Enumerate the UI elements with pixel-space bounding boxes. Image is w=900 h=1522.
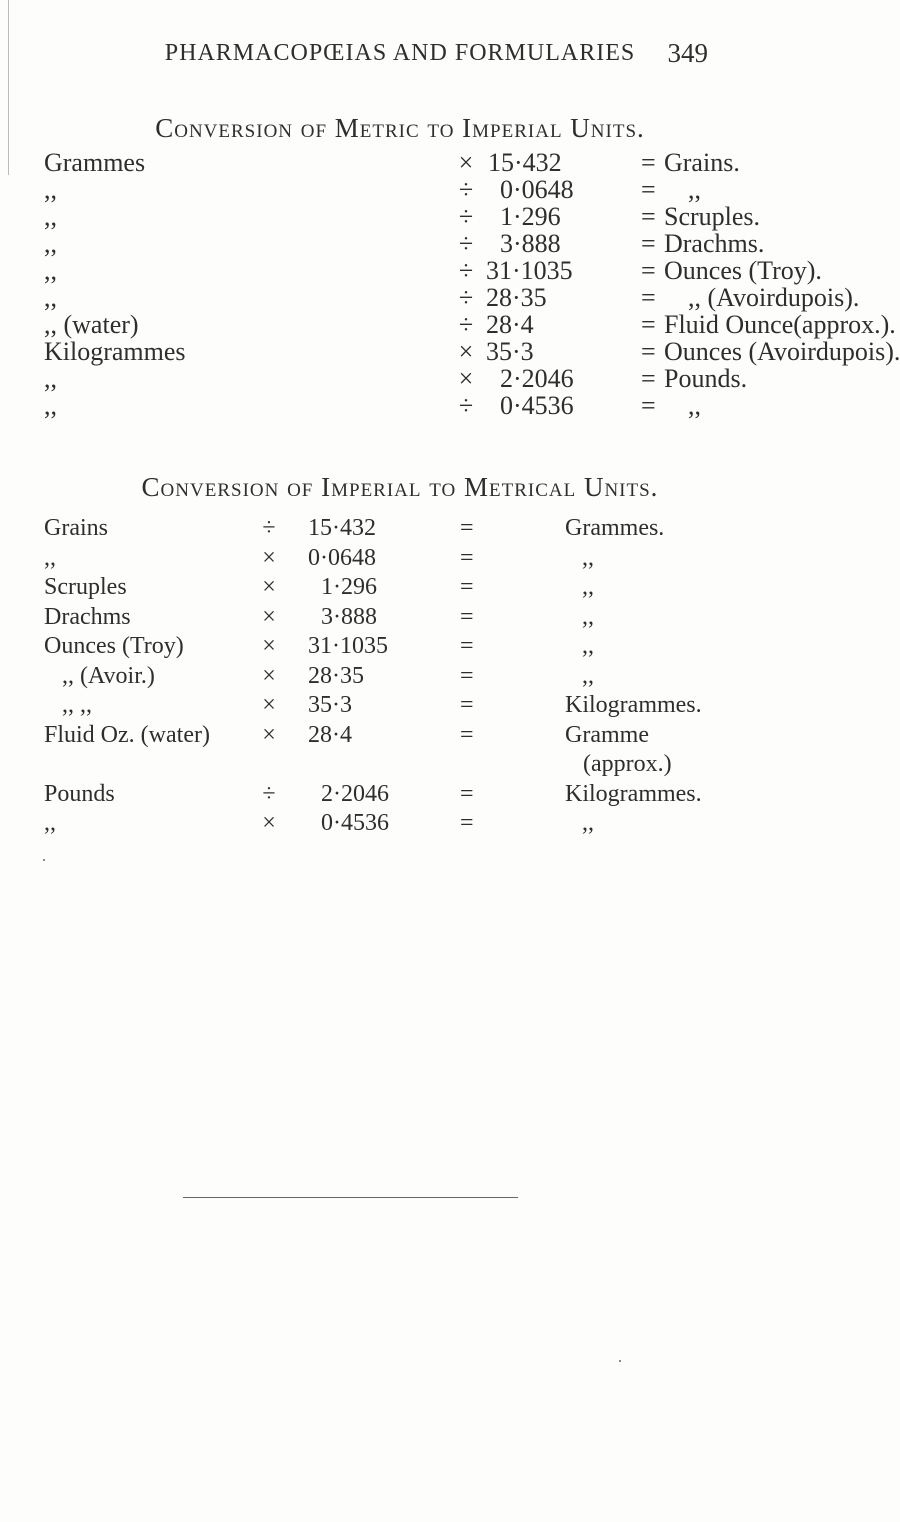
- unit-cell: ,,: [44, 256, 57, 285]
- unit-cell: Grains: [44, 515, 108, 541]
- operator-cell: ×: [262, 692, 276, 718]
- factor-cell: 28·4: [308, 721, 352, 748]
- equals-cell: =: [460, 603, 474, 630]
- table-row: [0, 283, 860, 312]
- equals-cell: =: [460, 515, 474, 541]
- equals-cell: =: [460, 721, 474, 748]
- equals-cell: =: [641, 283, 656, 312]
- equals-cell: =: [641, 148, 656, 177]
- equals-cell: =: [641, 364, 656, 393]
- unit-cell: ,, (water): [44, 310, 139, 339]
- equals-cell: =: [641, 202, 656, 231]
- unit-cell: ,,: [44, 229, 57, 258]
- table-row: [0, 202, 800, 229]
- result-cell: Ounces (Troy).: [664, 256, 822, 285]
- print-speck: [619, 1360, 621, 1362]
- equals-cell: =: [641, 175, 656, 204]
- table-row: [0, 633, 800, 663]
- table-row: [0, 256, 822, 285]
- table-row: [0, 781, 800, 811]
- factor-cell: 0·0648: [500, 175, 574, 204]
- table-row: [0, 337, 900, 366]
- operator-cell: ×: [262, 603, 276, 630]
- equals-cell: =: [641, 256, 656, 285]
- table-row: [0, 810, 800, 840]
- operator-cell: ÷: [458, 175, 474, 204]
- result-cell: Scruples.: [664, 202, 761, 231]
- operator-cell: ÷: [458, 229, 474, 258]
- unit-cell: ,, (Avoir.): [62, 662, 155, 689]
- result-cell: ,,: [582, 662, 594, 689]
- unit-cell: ,,: [44, 175, 57, 204]
- metric-to-imperial-title: Conversion of Metric to Imperial Units.: [155, 113, 645, 143]
- result-cell: ,,: [582, 633, 594, 659]
- result-cell: ,, (Avoirdupois).: [688, 283, 860, 312]
- factor-cell: 0·4536: [500, 391, 574, 420]
- unit-cell: ,,: [44, 810, 56, 836]
- table-row: [0, 692, 800, 722]
- factor-cell: 35·3: [486, 337, 534, 366]
- unit-cell: ,,: [44, 283, 57, 312]
- equals-cell: =: [460, 810, 474, 836]
- table-row: [0, 310, 896, 339]
- factor-cell: 28·4: [486, 310, 534, 339]
- result-cell: Gramme: [565, 721, 649, 748]
- unit-cell: Pounds: [44, 780, 115, 807]
- result-cell: Pounds.: [664, 364, 748, 393]
- unit-cell: ,,: [44, 544, 56, 571]
- running-title: PHARMACOPŒIAS AND FORMULARIES: [164, 40, 636, 66]
- equals-cell: =: [641, 310, 656, 339]
- operator-cell: ÷: [458, 391, 474, 420]
- factor-cell: 3·888: [321, 603, 377, 630]
- operator-cell: ÷: [458, 202, 474, 231]
- operator-cell: ×: [262, 544, 276, 571]
- table-row: [0, 364, 800, 391]
- table-row: [0, 574, 800, 604]
- metric-to-imperial-table: [0, 148, 900, 420]
- operator-cell: ×: [262, 721, 276, 748]
- factor-cell: 15·432: [488, 148, 562, 177]
- operator-cell: ×: [262, 633, 276, 659]
- equals-cell: =: [641, 391, 656, 420]
- factor-cell: 0·0648: [308, 544, 376, 571]
- table-row: [0, 751, 800, 781]
- result-cell: ,,: [582, 810, 594, 836]
- factor-cell: 3·888: [500, 229, 561, 258]
- equals-cell: =: [641, 337, 656, 366]
- operator-cell: ÷: [458, 283, 474, 312]
- table-row: [0, 722, 800, 752]
- result-cell: (approx.): [583, 751, 672, 777]
- table-row: [0, 515, 800, 545]
- result-cell: Kilogrammes.: [565, 780, 702, 807]
- result-cell: ,,: [688, 391, 701, 420]
- operator-cell: ÷: [262, 515, 276, 541]
- unit-cell: Drachms: [44, 603, 131, 630]
- equals-cell: =: [460, 780, 474, 807]
- unit-cell: ,,: [44, 202, 57, 231]
- imperial-to-metric-table: [0, 515, 800, 840]
- unit-cell: ,, ,,: [62, 692, 92, 718]
- operator-cell: ×: [458, 364, 474, 393]
- operator-cell: ÷: [458, 310, 474, 339]
- table-row: [0, 663, 800, 693]
- table-row: [0, 391, 800, 418]
- table-row: [0, 545, 800, 575]
- unit-cell: Ounces (Troy): [44, 633, 184, 659]
- result-cell: ,,: [582, 544, 594, 571]
- unit-cell: ,,: [44, 364, 57, 393]
- operator-cell: ÷: [262, 780, 276, 807]
- equals-cell: =: [460, 633, 474, 659]
- table-row: [0, 604, 800, 634]
- table-row: [0, 175, 800, 202]
- factor-cell: 35·3: [308, 692, 352, 718]
- closing-rule: [183, 1197, 518, 1198]
- factor-cell: 31·1035: [486, 256, 573, 285]
- operator-cell: ÷: [458, 256, 474, 285]
- result-cell: Drachms.: [664, 229, 765, 258]
- factor-cell: 2·2046: [321, 780, 389, 807]
- result-cell: Kilogrammes.: [565, 692, 702, 718]
- table-row: [0, 229, 800, 256]
- result-cell: Ounces (Avoirdupois).: [664, 337, 900, 366]
- factor-cell: 0·4536: [321, 810, 389, 836]
- factor-cell: 1·296: [500, 202, 561, 231]
- factor-cell: 28·35: [486, 283, 547, 312]
- unit-cell: Fluid Oz. (water): [44, 721, 210, 748]
- page-number: 349: [667, 38, 708, 68]
- equals-cell: =: [460, 544, 474, 571]
- factor-cell: 28·35: [308, 662, 364, 689]
- operator-cell: ×: [262, 574, 276, 600]
- result-cell: ,,: [582, 603, 594, 630]
- operator-cell: ×: [458, 337, 474, 366]
- factor-cell: 31·1035: [308, 633, 388, 659]
- equals-cell: =: [641, 229, 656, 258]
- result-cell: Grammes.: [565, 515, 665, 541]
- print-speck: [43, 859, 45, 861]
- factor-cell: 1·296: [321, 574, 377, 600]
- unit-cell: ,,: [44, 391, 57, 420]
- result-cell: Grains.: [664, 148, 740, 177]
- operator-cell: ×: [262, 662, 276, 689]
- table-row: [0, 148, 800, 175]
- operator-cell: ×: [458, 148, 474, 177]
- unit-cell: Grammes: [44, 148, 146, 177]
- factor-cell: 15·432: [308, 515, 376, 541]
- running-header: [0, 40, 800, 80]
- result-cell: ,,: [582, 574, 594, 600]
- result-cell: Fluid Ounce(approx.).: [664, 310, 896, 339]
- factor-cell: 2·2046: [500, 364, 574, 393]
- unit-cell: Kilogrammes: [44, 337, 186, 366]
- equals-cell: =: [460, 662, 474, 689]
- operator-cell: ×: [262, 810, 276, 836]
- unit-cell: Scruples: [44, 574, 127, 600]
- equals-cell: =: [460, 574, 474, 600]
- equals-cell: =: [460, 692, 474, 718]
- result-cell: ,,: [688, 175, 701, 204]
- imperial-to-metric-title: Conversion of Imperial to Metrical Units.: [141, 472, 659, 502]
